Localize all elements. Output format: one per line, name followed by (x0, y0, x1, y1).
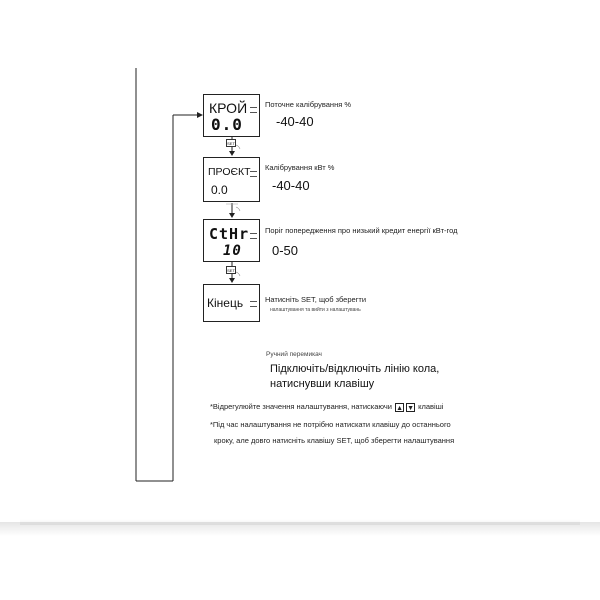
bottom-shadow (0, 522, 600, 536)
lcd-bottom-value: 0.0 (211, 115, 243, 134)
lcd-indicator-icon (250, 301, 257, 307)
lcd-display-step-2 (203, 157, 260, 202)
lcd-indicator-icon (250, 171, 257, 177)
step-2-range: -40-40 (272, 178, 310, 193)
lcd-indicator-icon (250, 107, 257, 113)
lcd-display-step-3 (203, 219, 260, 262)
step-1-description: Поточне калібрування % (265, 100, 352, 109)
skip-note-line-1: *Під час налаштування не потрібно натискати клавішу до останнього (210, 420, 451, 429)
step-1-range: -40-40 (276, 114, 314, 129)
lcd-top-text: CtHr (209, 225, 250, 243)
set-button-step-3[interactable]: SET (227, 268, 235, 273)
lcd-display-step-1 (203, 94, 260, 137)
down-arrow-icon[interactable]: ▼ (407, 404, 415, 412)
lcd-indicator-icon (250, 233, 257, 239)
adjust-note-after: клавіші (418, 402, 444, 411)
set-button-step-1[interactable]: SET (227, 141, 235, 146)
step-4-description: Натисніть SET, щоб зберегти (265, 295, 367, 304)
step-4-sub-description: налаштування та вийти з налаштувань (270, 307, 361, 313)
lcd-bottom-value: 10 (223, 243, 242, 259)
manual-switch-line-1: Підключіть/відключіть лінію кола, (270, 363, 440, 375)
lcd-display-step-4 (203, 284, 260, 322)
lcd-top-text: КРОЙ (209, 100, 248, 116)
manual-switch-line-2: натиснувши клавішу (270, 378, 375, 390)
lcd-bottom-value: 0.0 (211, 183, 228, 197)
adjust-note (210, 402, 443, 412)
step-2-description: Калібрування кВт % (265, 163, 335, 172)
up-arrow-icon[interactable]: ▲ (396, 404, 404, 412)
step-3-range: 0-50 (272, 243, 299, 258)
lcd-top-text: ПРОЄКТ (208, 166, 251, 178)
lcd-top-text: Кінець (207, 296, 244, 310)
manual-switch-label: Ручний перемикач (266, 351, 322, 358)
step-3-description: Поріг попередження про низький кредит енергії кВт-год (265, 226, 458, 235)
skip-note-line-2: кроку, але довго натисніть клавішу SET, щоб зберегти налаштування (214, 436, 455, 445)
adjust-note-before: *Відрегулюйте значення налаштування, натискаючи (210, 402, 392, 411)
